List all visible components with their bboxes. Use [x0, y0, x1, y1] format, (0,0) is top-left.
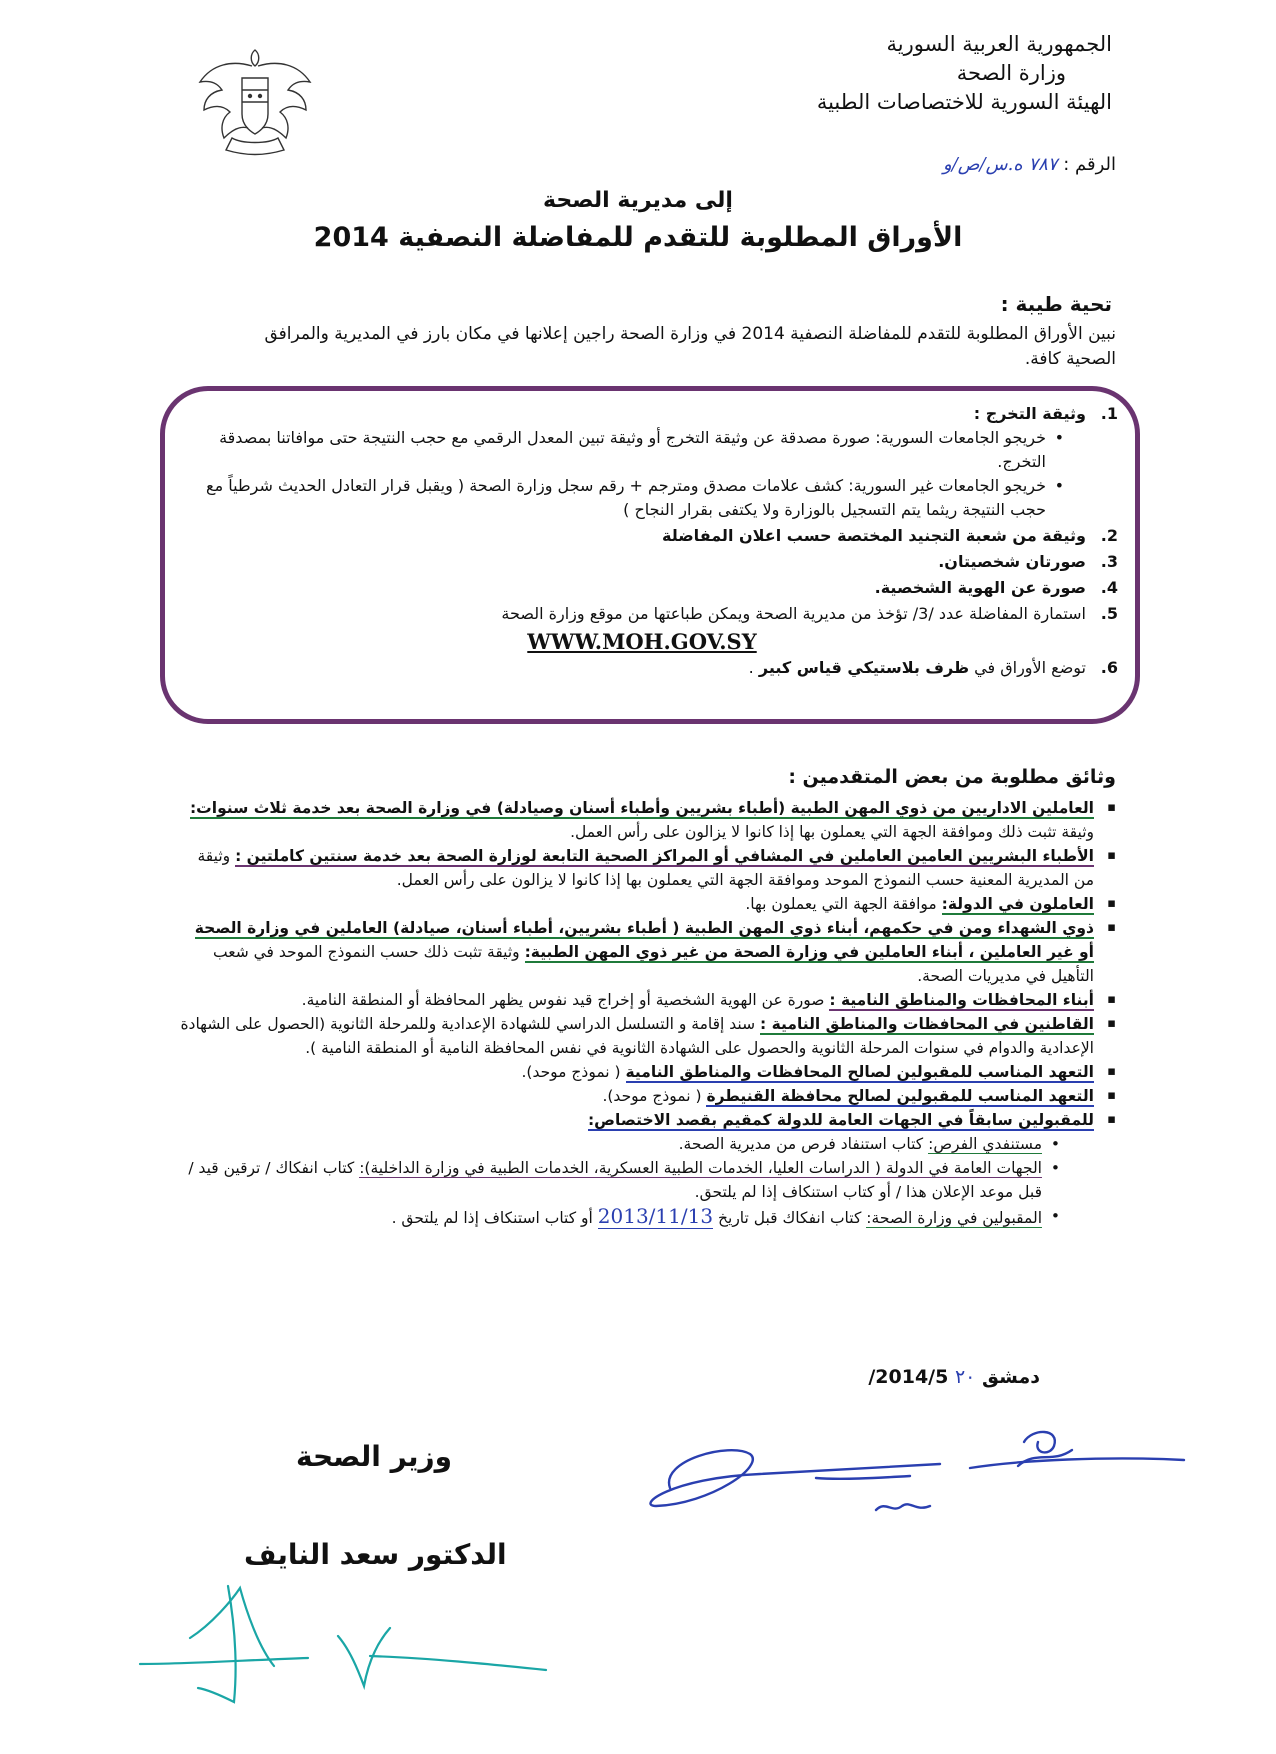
requirement-number: 3. — [1100, 552, 1118, 571]
requirement-sub-list — [198, 426, 1086, 522]
document-title: الأوراق المطلوبة للتقدم للمفاضلة النصفية 2014 — [313, 222, 963, 253]
additional-docs-list — [176, 796, 1116, 1230]
doc-sub-label: مستنفدي الفرص: — [928, 1135, 1042, 1153]
doc-title: العاملون في الدولة: — [941, 895, 1094, 913]
doc-item-8 — [176, 1084, 1116, 1108]
recipient-title: إلى مديرية الصحة — [543, 188, 733, 213]
doc-item-7 — [176, 1060, 1116, 1084]
greeting: تحية طيبة : — [1000, 292, 1112, 316]
requirement-number: 4. — [1100, 578, 1118, 597]
minister-name: الدكتور سعد النايف — [244, 1538, 507, 1571]
place-and-date — [868, 1366, 1040, 1388]
requirement-item-6 — [198, 656, 1118, 680]
requirement-number: 6. — [1100, 658, 1118, 677]
doc-title: القاطنين في المحافظات والمناطق النامية : — [760, 1015, 1094, 1033]
requirement-item-5 — [198, 602, 1118, 654]
doc-text: ( نموذج موحد). — [521, 1063, 621, 1081]
doc-text: سند إقامة و التسلسل الدراسي للشهادة الإعدادية وللمرحلة الثانوية (الحصول على الشهادة الإعدادية والدوام في سنوات المرحلة الثانوية والحصول على الشهادة الثانوية في نفس المحافظة النامية أو المنطقة النامية ). — [180, 1015, 1094, 1057]
doc-sub-label: الجهات العامة في الدولة ( الدراسات العليا، الخدمات الطبية العسكرية، الخدمات الطبية في وزارة الداخلية): — [359, 1159, 1042, 1177]
signature-mark — [128, 1580, 568, 1720]
sub-bullet: • خريجو الجامعات السورية: صورة مصدقة عن وثيقة التخرج أو وثيقة تبين المعدل الرقمي مع حجب النتيجة حتى موافاتنا بمصدقة التخرج. — [198, 426, 1064, 474]
letterhead-line-2: وزارة الصحة — [956, 61, 1066, 85]
requirement-text: استمارة المفاضلة عدد /3/ تؤخذ من مديرية الصحة ويمكن طباعتها من موقع وزارة الصحة — [501, 604, 1086, 623]
doc-item-5 — [176, 988, 1116, 1012]
letterhead — [692, 30, 1112, 117]
doc-title: العاملين الاداريين من ذوي المهن الطبية (أطباء بشريين وأطباء أسنان وصيادلة) في وزارة الصحة بعد خدمة ثلاث سنوات: — [189, 799, 1094, 817]
reference-number — [943, 154, 1116, 175]
sub-bullet: • خريجو الجامعات غير السورية: كشف علامات مصدق ومترجم + رقم سجل وزارة الصحة ( ويقبل قرار التعادل الحديث شرطياً مع حجب النتيجة ريثما يتم التسجيل بالوزارة ولا يكتفى بقرار النجاح ) — [198, 474, 1064, 522]
website-url: WWW.MOH.GOV.SY — [527, 629, 757, 654]
letterhead-line-1: الجمهورية العربية السورية — [886, 32, 1112, 56]
reference-label: الرقم : — [1063, 154, 1116, 175]
handwritten-date: 2013/11/13 — [597, 1204, 714, 1228]
requirement-number: 5. — [1100, 604, 1118, 623]
date: 2014/5/ — [868, 1366, 949, 1388]
doc-item-9 — [176, 1108, 1116, 1230]
doc-sub-text: كتاب انفكاك قبل تاريخ — [718, 1209, 862, 1227]
requirements-list — [198, 402, 1118, 682]
doc-text: صورة عن الهوية الشخصية أو إخراج قيد نفوس يظهر المحافظة أو المنطقة النامية. — [301, 991, 825, 1009]
doc-text: وثيقة تثبت ذلك حسب النموذج الموحد في شعب التأهيل في مديريات الصحة. — [213, 943, 1094, 985]
requirement-number: 2. — [1100, 526, 1118, 545]
reference-value: ٧٨٧ ه.س/ص/و — [943, 154, 1058, 175]
doc-text: وثيقة تثبت ذلك وموافقة الجهة التي يعملون بها إذا كانوا لا يزالون على رأس العمل. — [570, 823, 1094, 841]
doc-sub-text: كتاب استنفاد فرص من مديرية الصحة. — [678, 1135, 924, 1153]
doc-title: الأطباء البشريين العامين العاملين في المشافي أو المراكز الصحية التابعة لوزارة الصحة بعد خدمة سنتين كاملتين : — [235, 847, 1094, 865]
minister-title: وزير الصحة — [296, 1440, 453, 1473]
doc-text: وثيقة من المديرية المعنية حسب النموذج الموحد وموافقة الجهة التي يعملون بها إذا كانوا لا يزالون على رأس العمل. — [197, 847, 1094, 889]
doc-item-3 — [176, 892, 1116, 916]
doc-sub-item — [176, 1204, 1060, 1230]
doc-sub-text: أو كتاب استنكاف إذا لم يلتحق . — [391, 1209, 593, 1227]
handwritten-day: ٢٠ — [954, 1366, 976, 1388]
requirement-text: توضع الأوراق في — [974, 658, 1086, 677]
doc-title: للمقبولين سابقاً في الجهات العامة للدولة كمقيم بقصد الاختصاص: — [587, 1111, 1094, 1129]
doc-sub-item — [176, 1132, 1060, 1156]
requirement-item-2 — [198, 524, 1118, 548]
requirement-item-1 — [198, 402, 1118, 522]
additional-docs-heading: وثائق مطلوبة من بعض المتقدمين : — [788, 766, 1116, 788]
requirement-item-4 — [198, 576, 1118, 600]
requirement-text-end: . — [748, 658, 754, 677]
doc-title: التعهد المناسب للمقبولين لصالح المحافظات والمناطق النامية — [625, 1063, 1094, 1081]
doc-title: أبناء المحافظات والمناطق النامية : — [829, 991, 1094, 1009]
doc-text: ( نموذج موحد). — [602, 1087, 702, 1105]
requirement-number: 1. — [1100, 404, 1118, 423]
intro-paragraph: نبين الأوراق المطلوبة للتقدم للمفاضلة النصفية 2014 في وزارة الصحة راجين إعلانها في مكان بارز في المديرية والمرافق الصحية كافة. — [264, 324, 1116, 369]
requirement-text: وثيقة من شعبة التجنيد المختصة حسب اعلان المفاضلة — [661, 526, 1086, 545]
doc-item-2 — [176, 844, 1116, 892]
requirement-emphasis: ظرف بلاستيكي قياس كبير — [758, 658, 970, 677]
requirement-item-3 — [198, 550, 1118, 574]
doc-title: التعهد المناسب للمقبولين لصالح محافظة القنيطرة — [706, 1087, 1094, 1105]
requirement-text: صورة عن الهوية الشخصية. — [874, 578, 1086, 597]
requirement-title: وثيقة التخرج : — [973, 404, 1086, 423]
place: دمشق — [982, 1366, 1040, 1388]
doc-sub-label: المقبولين في وزارة الصحة: — [866, 1209, 1042, 1227]
requirement-text: صورتان شخصيتان. — [938, 552, 1086, 571]
doc-item-1 — [176, 796, 1116, 844]
doc-sub-item — [176, 1156, 1060, 1204]
doc-item-6 — [176, 1012, 1116, 1060]
doc-item-4 — [176, 916, 1116, 988]
letterhead-line-3: الهيئة السورية للاختصاصات الطبية — [816, 90, 1112, 114]
doc-sub-text: كتاب انفكاك / ترقين قيد / قبل موعد الإعلان هذا / أو كتاب استنكاف إذا لم يلتحق. — [188, 1159, 1042, 1201]
doc-title: ذوي الشهداء ومن في حكمهم، أبناء ذوي المهن الطبية ( أطباء بشريين، أطباء أسنان، صيادلة) العاملين في وزارة الصحة أو غير العاملين ، أبناء العاملين في وزارة الصحة من غير ذوي المهن الطبية: — [194, 919, 1094, 961]
doc-text: موافقة الجهة التي يعملون بها. — [745, 895, 937, 913]
eagle-emblem-icon — [192, 42, 318, 162]
doc-sub-list — [176, 1132, 1094, 1230]
signature-mark — [640, 1420, 1200, 1540]
